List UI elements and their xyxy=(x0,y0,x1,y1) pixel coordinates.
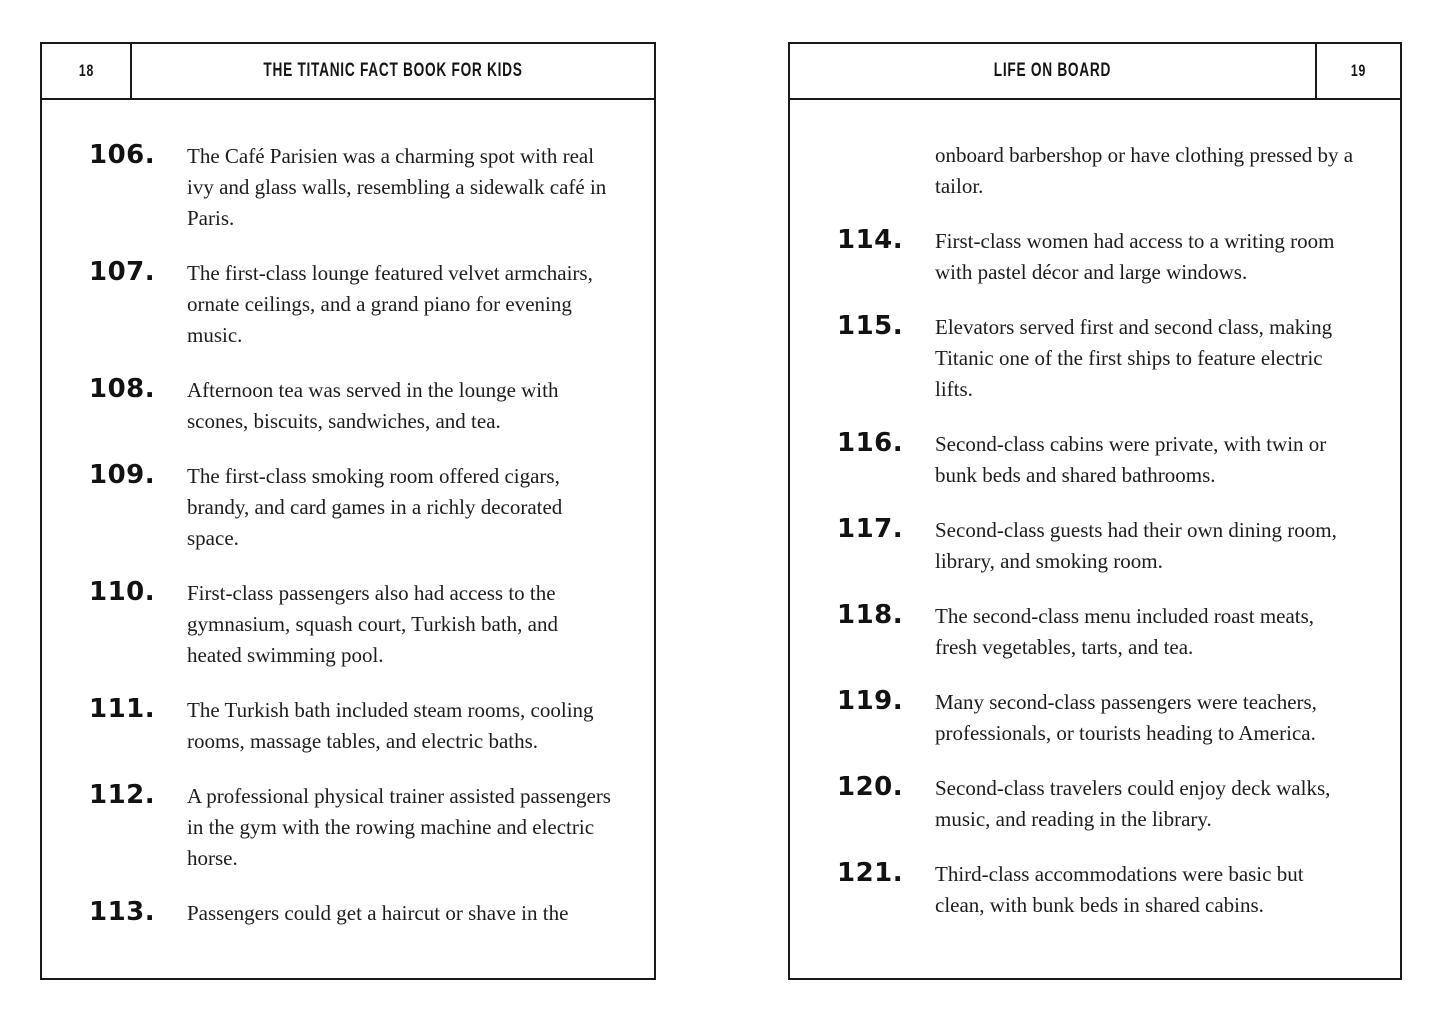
fact-number: 118. xyxy=(837,600,904,630)
fact-number: 117. xyxy=(837,514,904,544)
page-right-body xyxy=(790,100,1400,921)
fact-number: 106. xyxy=(89,140,156,170)
fact-item xyxy=(837,772,1358,835)
fact-item xyxy=(837,600,1358,663)
page-number-right: 19 xyxy=(1350,61,1367,80)
fact-text: Passengers could get a haircut or shave in the xyxy=(187,901,569,925)
fact-text: The first-class lounge featured velvet armchairs, ornate ceilings, and a grand piano for evening music. xyxy=(187,261,593,347)
fact-number: 116. xyxy=(837,428,904,458)
fact-text: First-class passengers also had access to the gymnasium, squash court, Turkish bath, and heated swimming pool. xyxy=(187,581,558,667)
fact-text: The Turkish bath included steam rooms, cooling rooms, massage tables, and electric baths. xyxy=(187,698,594,753)
fact-text: The first-class smoking room offered cigars, brandy, and card games in a richly decorated space. xyxy=(187,464,563,550)
page-left-header xyxy=(42,44,654,100)
fact-item xyxy=(837,225,1358,288)
fact-text: Second-class cabins were private, with twin or bunk beds and shared bathrooms. xyxy=(935,432,1327,487)
fact-text: Afternoon tea was served in the lounge with scones, biscuits, sandwiches, and tea. xyxy=(187,378,559,433)
fact-text: Second-class guests had their own dining room, library, and smoking room. xyxy=(935,518,1337,573)
fact-number: 113. xyxy=(89,897,156,927)
fact-text: First-class women had access to a writing room with pastel décor and large windows. xyxy=(935,229,1335,284)
fact-text: Third-class accommodations were basic but clean, with bunk beds in shared cabins. xyxy=(935,862,1304,917)
fact-item xyxy=(837,514,1358,577)
fact-item xyxy=(89,780,612,874)
fact-number: 114. xyxy=(837,225,904,255)
page-number-cell-left xyxy=(42,44,132,98)
fact-text: The Café Parisien was a charming spot with real ivy and glass walls, resembling a sidewalk café in Paris. xyxy=(187,144,607,230)
running-head-right-cell xyxy=(790,44,1315,98)
page-left xyxy=(40,42,656,980)
fact-text: A professional physical trainer assisted passengers in the gym with the rowing machine and electric horse. xyxy=(187,784,611,870)
fact-continuation-text: onboard barbershop or have clothing pressed by a tailor. xyxy=(935,143,1354,198)
running-head-left-cell xyxy=(132,44,654,98)
fact-number: 109. xyxy=(89,460,156,490)
fact-text: The second-class menu included roast meats, fresh vegetables, tarts, and tea. xyxy=(935,604,1315,659)
page-number-left: 18 xyxy=(78,61,94,80)
page-number-cell-right xyxy=(1315,44,1400,98)
fact-number: 108. xyxy=(89,374,156,404)
fact-item xyxy=(837,858,1358,921)
fact-item xyxy=(89,577,612,671)
fact-number: 121. xyxy=(837,858,904,888)
running-head-right: LIFE ON BOARD xyxy=(993,60,1112,81)
fact-item xyxy=(89,374,612,437)
page-right-facts xyxy=(837,225,1358,921)
fact-item xyxy=(89,694,612,757)
page-left-body xyxy=(42,100,654,929)
fact-text: Elevators served first and second class, making Titanic one of the first ships to feature electric lifts. xyxy=(935,315,1333,401)
fact-number: 119. xyxy=(837,686,904,716)
fact-item xyxy=(837,311,1358,405)
fact-item xyxy=(837,686,1358,749)
fact-number: 120. xyxy=(837,772,904,802)
fact-text: Many second-class passengers were teachers, professionals, or tourists heading to America. xyxy=(935,690,1317,745)
page-right xyxy=(788,42,1402,980)
fact-number: 115. xyxy=(837,311,904,341)
fact-number: 107. xyxy=(89,257,156,287)
fact-item xyxy=(89,897,612,929)
page-right-header xyxy=(790,44,1400,100)
fact-number: 111. xyxy=(89,694,156,724)
fact-text: Second-class travelers could enjoy deck walks, music, and reading in the library. xyxy=(935,776,1331,831)
fact-number: 110. xyxy=(89,577,156,607)
fact-item xyxy=(89,257,612,351)
fact-item xyxy=(89,140,612,234)
fact-item xyxy=(89,460,612,554)
fact-item xyxy=(837,428,1358,491)
fact-number: 112. xyxy=(89,780,156,810)
running-head-left: THE TITANIC FACT BOOK FOR KIDS xyxy=(263,60,523,81)
